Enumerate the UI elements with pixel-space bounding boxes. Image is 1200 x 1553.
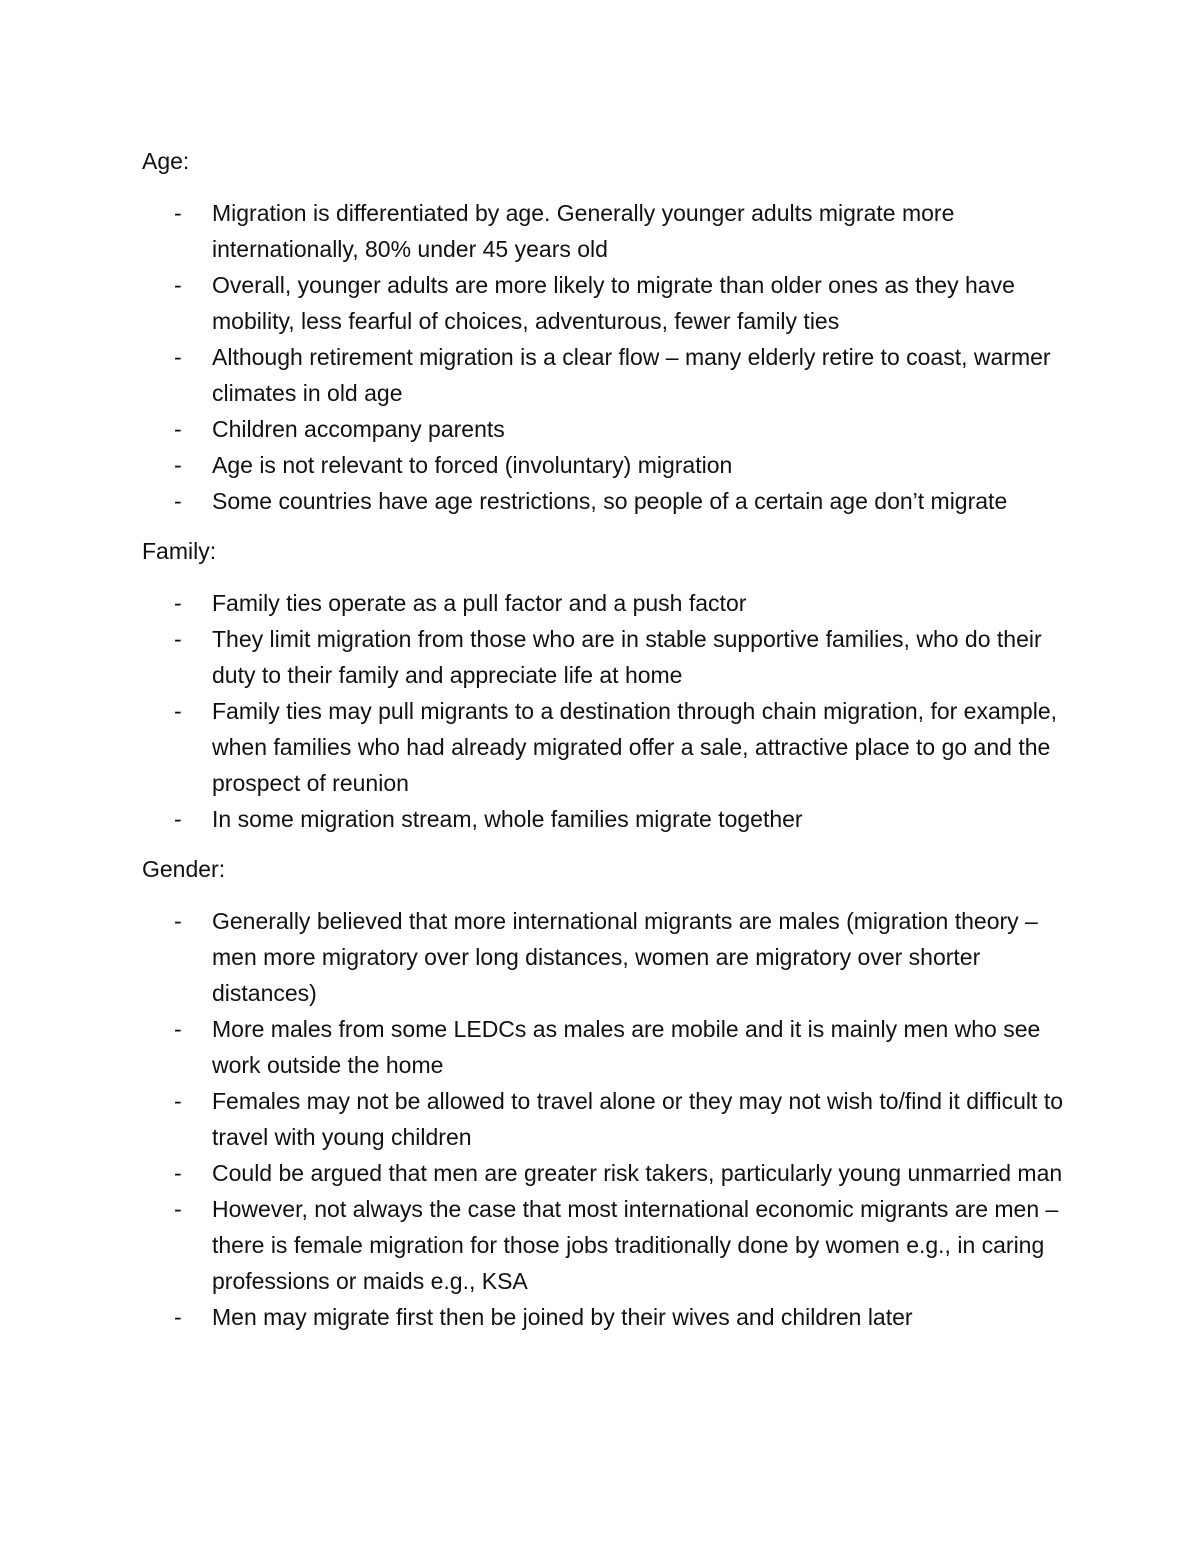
list-item (142, 585, 1072, 621)
list-item-text: Children accompany parents (212, 416, 505, 442)
list-item-text: Men may migrate first then be joined by their wives and children later (212, 1304, 913, 1330)
list-item-text: Overall, younger adults are more likely to migrate than older ones as they have mobility, less fearful of choices, adventurous, fewer family ties (212, 272, 1015, 334)
list-item-text: More males from some LEDCs as males are mobile and it is mainly men who see work outside the home (212, 1016, 1041, 1078)
dash-marker: - (174, 1196, 182, 1222)
list-item-text: Could be argued that men are greater risk takers, particularly young unmarried man (212, 1160, 1063, 1186)
dash-marker: - (174, 806, 182, 832)
list-item-text: Age is not relevant to forced (involuntary) migration (212, 452, 733, 478)
bullet-list-age (142, 195, 1072, 519)
list-item (142, 267, 1072, 339)
dash-marker: - (174, 1160, 182, 1186)
list-item-text: Although retirement migration is a clear flow – many elderly retire to coast, warmer climates in old age (212, 344, 1051, 406)
section-gender (142, 851, 1072, 1335)
bullet-list-gender (142, 903, 1072, 1335)
list-item (142, 801, 1072, 837)
list-item (142, 483, 1072, 519)
list-item-text: They limit migration from those who are in stable supportive families, who do their duty to their family and appreciate life at home (212, 626, 1042, 688)
list-item (142, 339, 1072, 411)
list-item-text: However, not always the case that most international economic migrants are men – there is female migration for those jobs traditionally done by women e.g., in caring professions or maids e.g., KSA (212, 1196, 1059, 1294)
document-body (142, 143, 1072, 1349)
list-item (142, 903, 1072, 1011)
dash-marker: - (174, 908, 182, 934)
list-item (142, 1011, 1072, 1083)
list-item-text: Family ties operate as a pull factor and a push factor (212, 590, 747, 616)
dash-marker: - (174, 272, 182, 298)
dash-marker: - (174, 488, 182, 514)
dash-marker: - (174, 1304, 182, 1330)
list-item (142, 447, 1072, 483)
list-item (142, 1299, 1072, 1335)
list-item-text: Family ties may pull migrants to a destination through chain migration, for example, when families who had already migrated offer a sale, attractive place to go and the prospect of reunion (212, 698, 1058, 796)
list-item (142, 693, 1072, 801)
dash-marker: - (174, 590, 182, 616)
section-heading-gender: Gender: (142, 856, 226, 882)
list-item (142, 411, 1072, 447)
list-item-text: In some migration stream, whole families migrate together (212, 806, 803, 832)
bullet-list-family (142, 585, 1072, 837)
list-item-text: Females may not be allowed to travel alone or they may not wish to/find it difficult to travel with young children (212, 1088, 1063, 1150)
dash-marker: - (174, 1088, 182, 1114)
section-age (142, 143, 1072, 519)
dash-marker: - (174, 1016, 182, 1042)
dash-marker: - (174, 698, 182, 724)
list-item (142, 1155, 1072, 1191)
dash-marker: - (174, 626, 182, 652)
dash-marker: - (174, 416, 182, 442)
list-item (142, 1083, 1072, 1155)
list-item (142, 195, 1072, 267)
list-item (142, 621, 1072, 693)
section-heading-family: Family: (142, 538, 217, 564)
list-item-text: Generally believed that more international migrants are males (migration theory – men more migratory over long distances, women are migratory over shorter distances) (212, 908, 1038, 1006)
section-family (142, 533, 1072, 837)
list-item (142, 1191, 1072, 1299)
dash-marker: - (174, 452, 182, 478)
dash-marker: - (174, 344, 182, 370)
dash-marker: - (174, 200, 182, 226)
section-heading-age: Age: (142, 148, 190, 174)
list-item-text: Migration is differentiated by age. Generally younger adults migrate more internationally, 80% under 45 years old (212, 200, 955, 262)
list-item-text: Some countries have age restrictions, so people of a certain age don’t migrate (212, 488, 1008, 514)
